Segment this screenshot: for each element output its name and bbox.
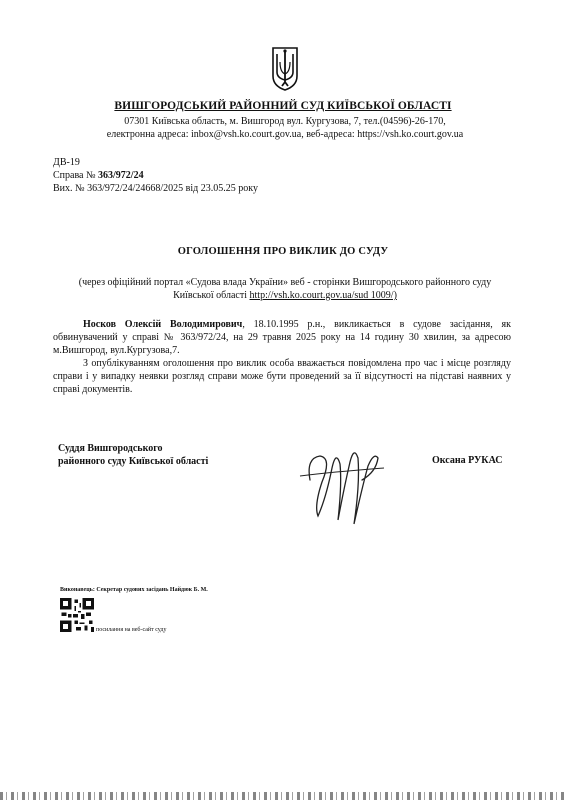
court-contacts [70, 115, 500, 141]
case-prefix: Справа № [53, 170, 99, 181]
court-email-web: електронна адреса: inbox@vsh.ko.court.gov.ua, веб-адреса: https://vsh.ko.court.gov.ua [106, 129, 464, 140]
document-meta [53, 156, 258, 195]
notice-subtitle-text: (через офіційний портал «Судова влада України» веб - сторінки Вишгородського районного суду Київської області [78, 277, 492, 301]
executor-line: Виконавець: Секретар судових засідань Найдюк Б. М. [60, 587, 208, 593]
handwritten-signature [292, 428, 392, 528]
notice-subtitle [70, 276, 500, 302]
judge-title [58, 442, 208, 468]
judge-name: Оксана РУКАС [432, 455, 503, 466]
court-address: 07301 Київська область, м. Вишгород вул. Кургузова, 7, тел.(04596)-26-170, [124, 116, 446, 127]
notice-body [53, 318, 511, 396]
summons-details: , 18.10.1995 р.н., викликається в судове засідання, як обвинувачений у справі № 363/972/24, на 29 травня 2025 року на 14 годину 30 хвилин, за адресою м.Вишгород, вул.Кургузова,7. [53, 319, 511, 356]
qr-caption: посилання на веб-сайт суду [96, 627, 167, 633]
qr-code-icon[interactable] [60, 598, 94, 632]
judge-title-line1: Суддя Вишгородського [58, 443, 163, 454]
notice-effect-paragraph: З опублікуванням оголошення про виклик особа вважається повідомлена про час і місце розгляду справи і у випадку неявки розгляд справи може бути проведений за її відсутності на підставі наявних у справі документів. [53, 358, 511, 395]
person-name: Носков Олексій Володимирович [83, 319, 243, 330]
outgoing-number: Вих. № 363/972/24/24668/2025 від 23.05.25 року [53, 183, 258, 194]
coat-of-arms-icon [271, 46, 299, 92]
notice-title: ОГОЛОШЕННЯ ПРО ВИКЛИК ДО СУДУ [177, 246, 389, 257]
judge-title-line2: районного суду Київської області [58, 456, 209, 467]
case-line [53, 169, 258, 182]
court-portal-link[interactable]: http://vsh.ko.court.gov.ua/sud 1009/) [249, 290, 397, 301]
doc-code: ДВ-19 [53, 157, 80, 168]
court-name: ВИШГОРОДСЬКИЙ РАЙОННИЙ СУД КИЇВСЬКОЇ ОБЛАСТІ [114, 100, 452, 112]
summons-paragraph [53, 318, 511, 357]
scan-edge [0, 792, 566, 800]
case-number: 363/972/24 [98, 170, 144, 181]
